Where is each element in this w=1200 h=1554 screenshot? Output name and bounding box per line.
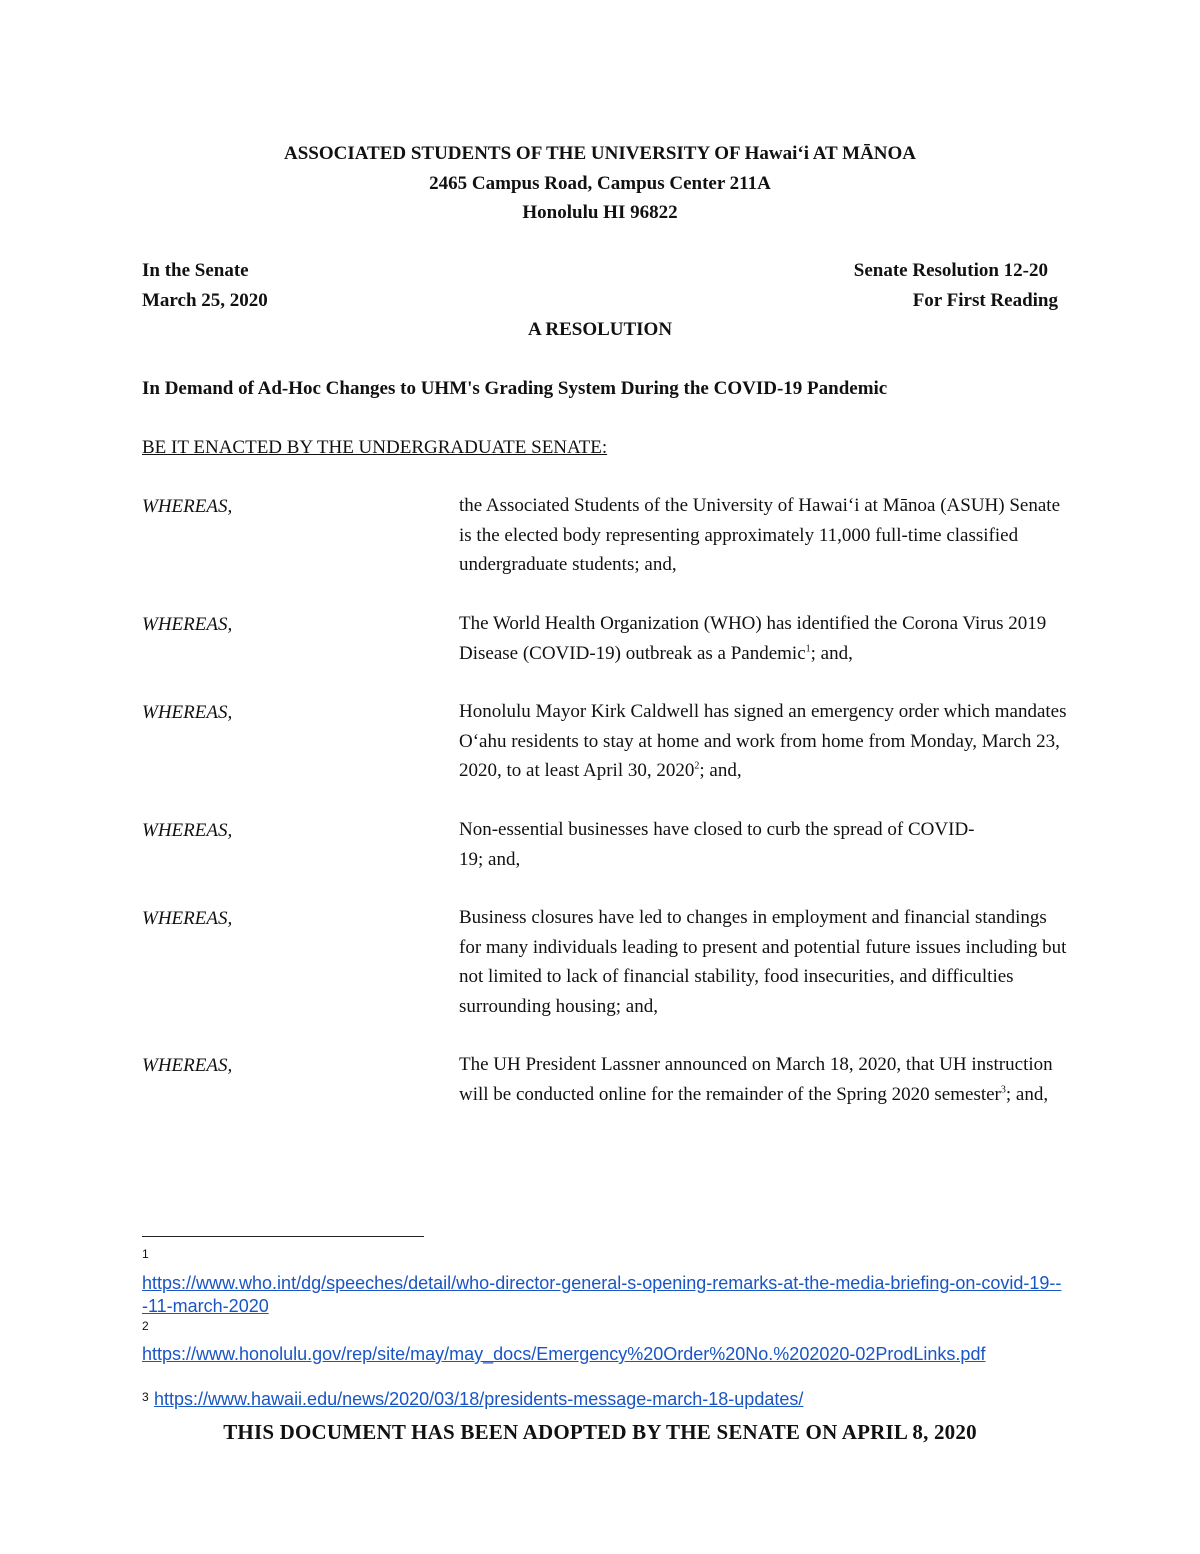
org-city: Honolulu HI 96822 [522, 202, 678, 223]
reading-status: For First Reading [912, 290, 1058, 311]
footnote-separator [142, 1236, 424, 1237]
whereas-text: The UH President Lassner announced on March 18, 2020, that UH instruction will be conducted online for the remainder of the Spring 2020 semester$^3$; and, [459, 1054, 1053, 1105]
footnote-ref: 1 [805, 643, 811, 655]
footnote-link[interactable]: https://www.hawaii.edu/news/2020/03/18/presidents-message-march-18-updates/ [154, 1389, 804, 1409]
footnote-link[interactable]: https://www.honolulu.gov/rep/site/may/may_docs/Emergency%20Order%20No.%202020-02ProdLinks.pdf [142, 1344, 986, 1364]
whereas-label: WHEREAS, [142, 702, 233, 723]
org-address: 2465 Campus Road, Campus Center 211A [429, 173, 771, 194]
whereas-label: WHEREAS, [142, 1055, 233, 1076]
org-name: ASSOCIATED STUDENTS OF THE UNIVERSITY OF Hawaiʻi AT MĀNOA [283, 143, 917, 164]
resolution-label: A RESOLUTION [527, 319, 673, 340]
footnote-number: 2 [142, 1319, 149, 1333]
resolution-title: In Demand of Ad-Hoc Changes to UHM's Grading System During the COVID-19 Pandemic [142, 378, 888, 399]
footnote-link[interactable]: https://www.who.int/dg/speeches/detail/who-director-general-s-opening-remarks-at-the-media-briefing-on-covid-19---11-march-2020 [142, 1273, 1062, 1316]
resolution-date: March 25, 2020 [142, 290, 268, 311]
whereas-label: WHEREAS, [142, 496, 233, 517]
whereas-text: The World Health Organization (WHO) has identified the Corona Virus 2019 Disease (COVID-19) outbreak as a Pandemic$^1$; and, [459, 613, 1047, 664]
whereas-text: the Associated Students of the University of Hawaiʻi at Mānoa (ASUH) Senate is the elected body representing approximately 11,000 full-time classified undergraduate students; and, [459, 495, 1061, 575]
whereas-label: WHEREAS, [142, 908, 233, 929]
whereas-label: WHEREAS, [142, 820, 233, 841]
footnote-ref: 3 [1000, 1084, 1006, 1096]
whereas-text: Honolulu Mayor Kirk Caldwell has signed an emergency order which mandates Oʻahu residents to stay at home and work from home from Monday, March 23, 2020, to at least April 30, 2020$^2$; and, [459, 701, 1067, 781]
footnote-number: 1 [142, 1247, 149, 1261]
resolution-number: Senate Resolution 12-20 [853, 260, 1048, 281]
chamber-label: In the Senate [142, 260, 249, 281]
adoption-notice: THIS DOCUMENT HAS BEEN ADOPTED BY THE SENATE ON APRIL 8, 2020 [223, 1420, 977, 1444]
footnote-number: 3 [142, 1390, 149, 1404]
whereas-label: WHEREAS, [142, 614, 233, 635]
whereas-text: Business closures have led to changes in employment and financial standings for many individuals leading to present and potential future issues including but not limited to lack of financial stability, food insecurities, and difficulties surrounding housing; and, [459, 907, 1067, 1017]
whereas-text: Non-essential businesses have closed to curb the spread of COVID-19; and, [459, 819, 975, 870]
footnote-ref: 2 [694, 760, 700, 772]
enacting-clause: BE IT ENACTED BY THE UNDERGRADUATE SENATE: [142, 437, 608, 458]
